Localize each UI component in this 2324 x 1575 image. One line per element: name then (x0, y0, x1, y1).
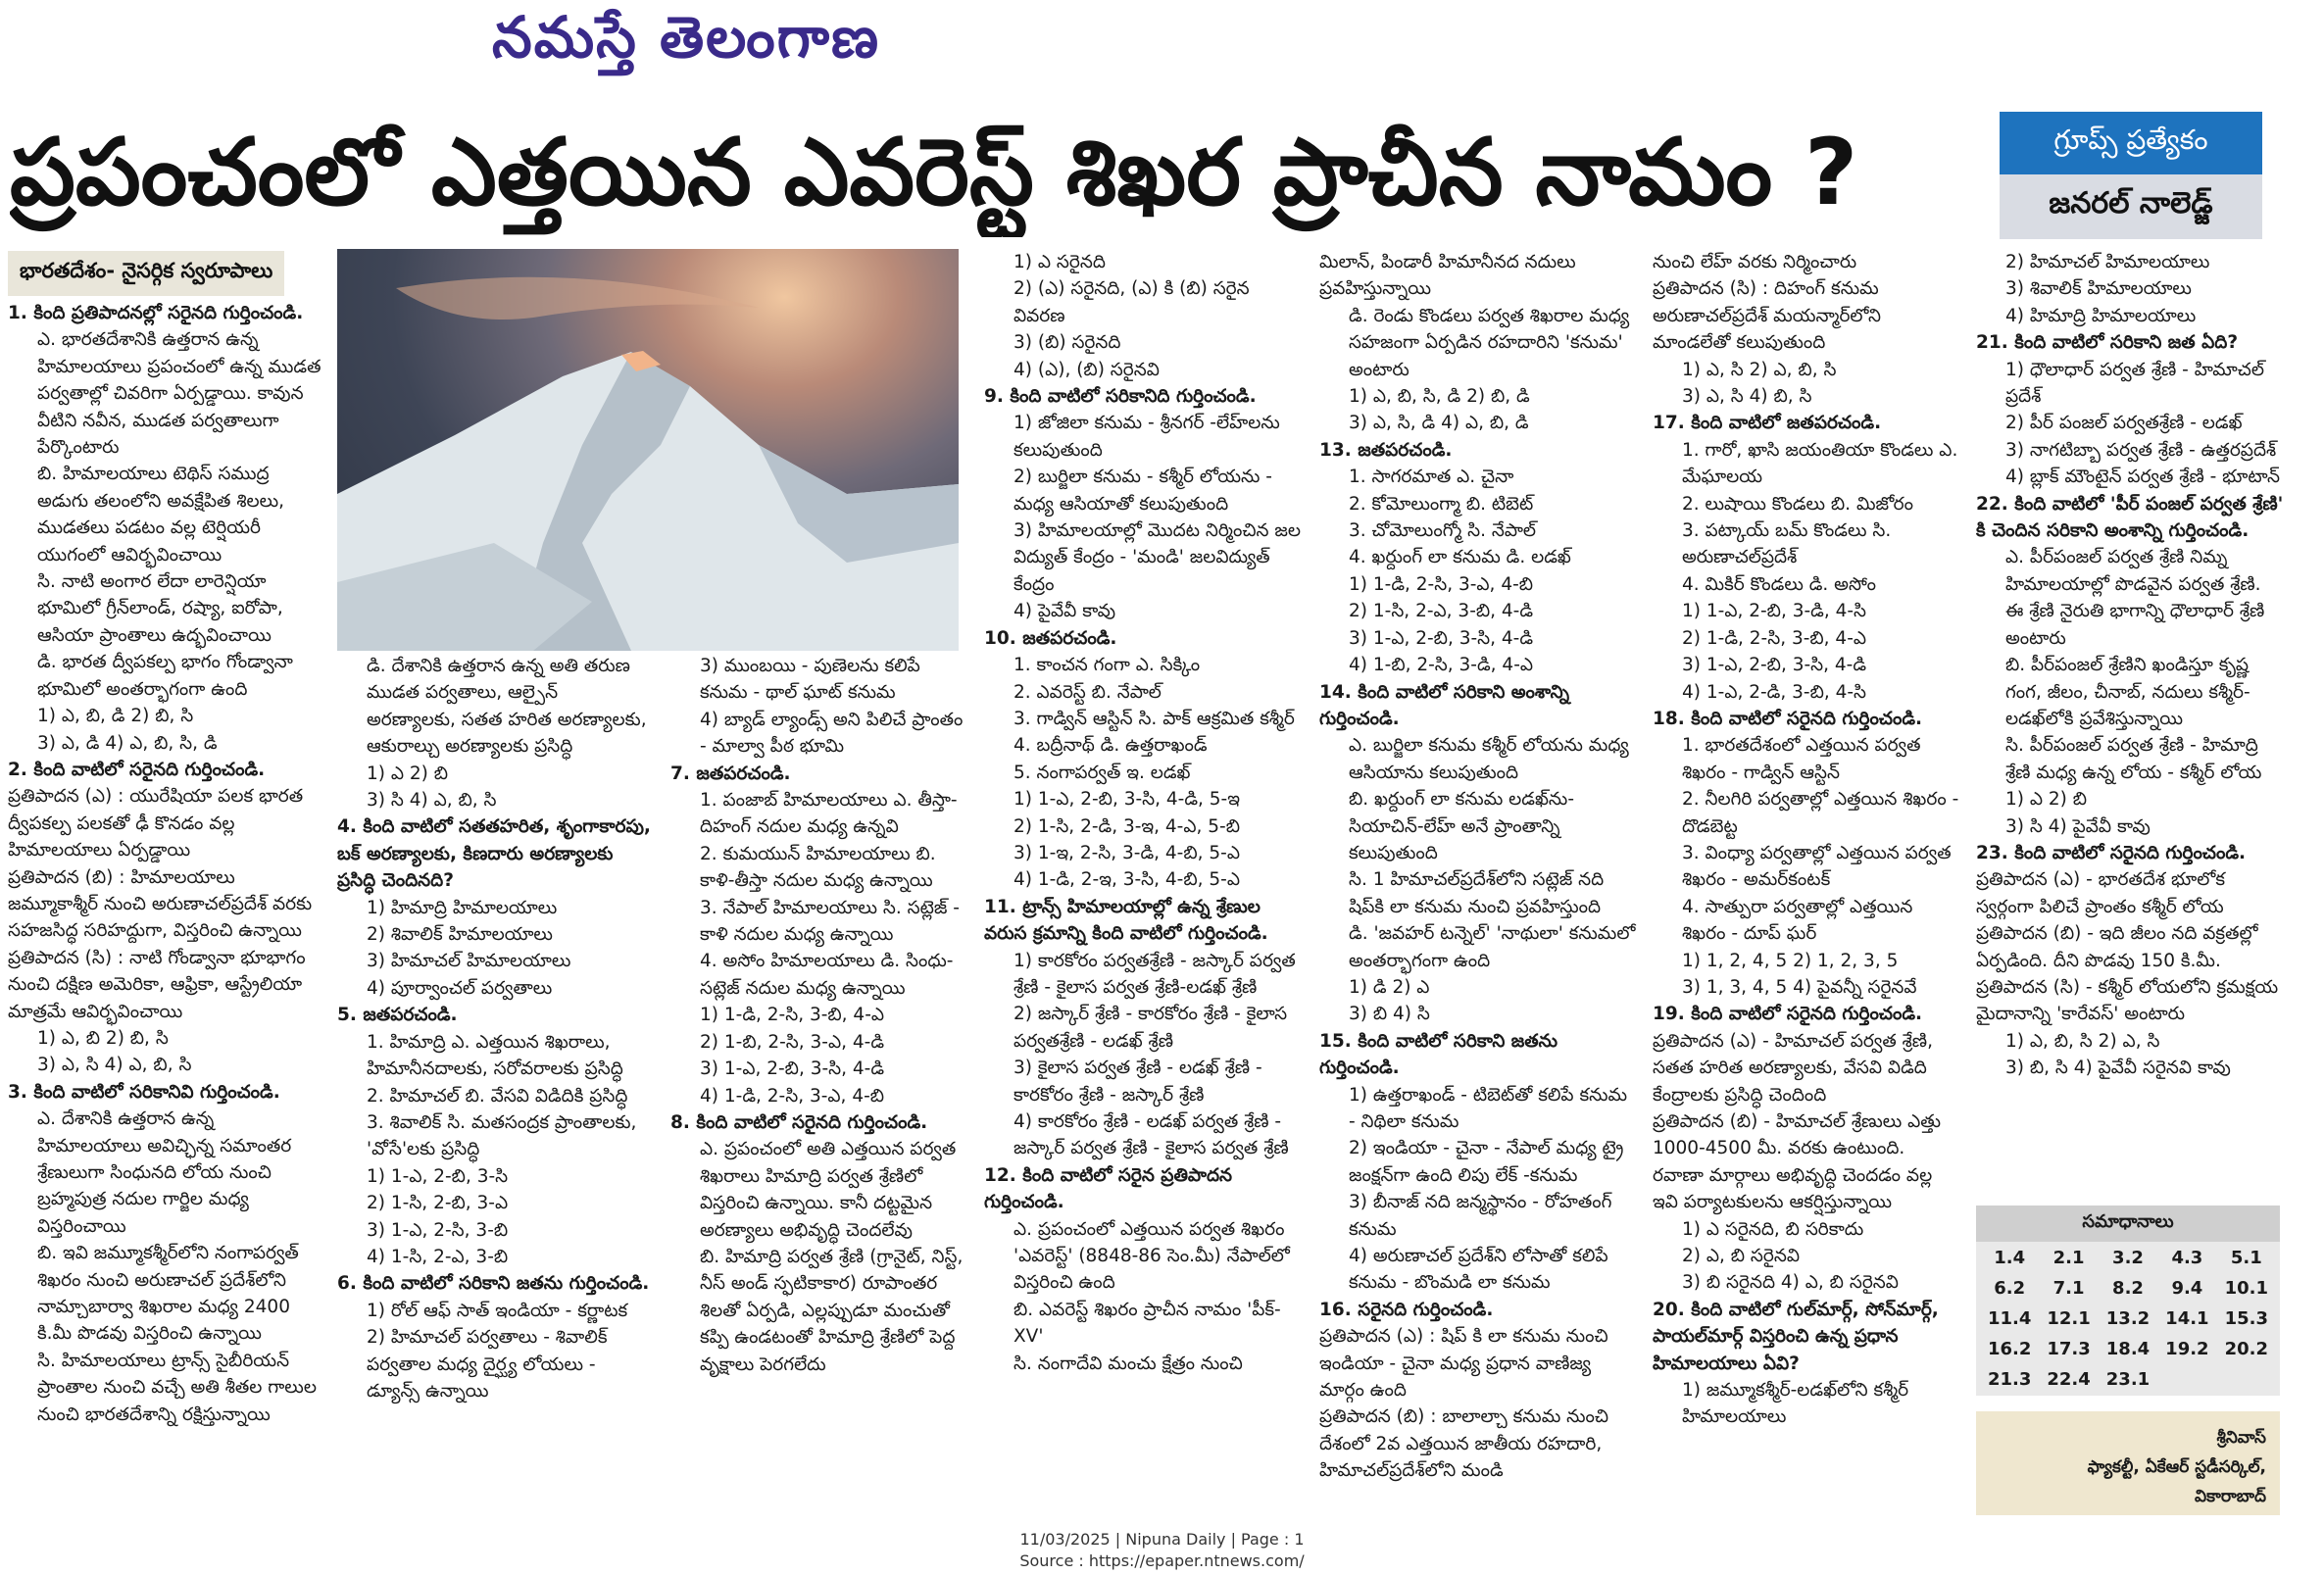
question-line: 4) హిమాద్రి హిమాలయాలు (2005, 305, 2197, 326)
question-line: 2. ఎవరెస్ట్ బి. నేపాల్ (1014, 681, 1162, 703)
question-line: 1) డి 2) ఎ (1349, 976, 1430, 998)
author-name: శ్రీనివాస్ (2216, 1428, 2266, 1448)
question-line: 2) హిమాచల్ హిమాలయాలు (2005, 252, 2210, 272)
question-line: 1) ఎ 2) బి (367, 763, 449, 784)
question-line: 3) సి 4) పైవేవీ కావు (2005, 815, 2151, 837)
question-text: 12. కింది వాటిలో సరైన ప్రతిపాదన గుర్తించండి. (984, 1164, 1233, 1213)
footer-source-line: Source : https://epaper.ntnews.com/ (1019, 1551, 1305, 1570)
masthead: నమస్తే తెలంగాణ (492, 4, 880, 71)
question-line: 1. కాంచన గంగా ఎ. సిక్కిం (1014, 655, 1201, 676)
question-line: 3) 1-ఇ, 2-సి, 3-డి, 4-బి, 5-ఎ (1014, 842, 1240, 863)
question-line: సి. పీర్‌పంజల్ పర్వత శ్రేణి - హిమాద్రి శ్రేణి మధ్య ఉన్న లోయ - కశ్మీర్ లోయ (2005, 735, 2262, 783)
question-line: 4) బ్యాడ్ ల్యాండ్స్ అని పిలిచే ప్రాంతం - మాల్వా పీఠ భూమి (700, 709, 964, 758)
question-line: 3) 1, 3, 4, 5 4) పైవన్నీ సరైనవే (1682, 976, 1917, 998)
column-7 (1976, 249, 2284, 1194)
question-line: 2) 1-డి, 2-సి, 3-బి, 4-ఎ (1682, 627, 1867, 649)
question-line: 1) ఎ, బి, డి 2) బి, సి (37, 706, 194, 727)
question-line: 4) అరుణాచల్ ప్రదేశ్‌ని లోసాతో కలిపే కనుమ - బొంమడి లా కనుమ (1349, 1246, 1608, 1294)
question-line: 1) 1, 2, 4, 5 2) 1, 2, 3, 5 (1682, 950, 1899, 971)
question-line: 3) ఎ, సి 4) బి, సి (1682, 386, 1812, 408)
question-text: 9. కింది వాటిలో సరికానిది గుర్తించండి. (984, 386, 1257, 408)
question-line: 3) హిమాలయాల్లో మొదట నిర్మించిన జల విద్యుత్ కేంద్రం - 'మండి' జలవిద్యుత్ కేంద్రం (1014, 520, 1302, 595)
column-4 (984, 249, 1304, 1515)
question-line: బి. హిమాలయాలు టెథిస్ సముద్ర అడుగు తలంలోని అవక్షేపిత శిలలు, ముడతలు పడటం వల్ల టెర్షియరీ యుగంలో ఆవిర్భవించాయి (37, 464, 285, 566)
question-text: 7. జతపరచండి. (670, 763, 791, 784)
question-line: బి. ఎవరెస్ట్ శిఖరం ప్రాచీన నామం 'పీక్-XV' (1014, 1299, 1281, 1348)
question-text: 1. కింది ప్రతిపాదనల్లో సరైనది గుర్తించండి. (8, 303, 304, 323)
author-location: వికారాబాద్ (2195, 1487, 2266, 1506)
question-line: ప్రతిపాదన (సి) : దిహంగ్ కనుమ అరుణాచల్‌ప్రదేశ్ మయన్మార్‌లోని మాండలేతో కలుపుతుంది (1653, 278, 1881, 354)
question-line: 3. నేపాల్ హిమాలయాలు సి. సట్లెజ్ - కాళి నదుల మధ్య ఉన్నాయి (700, 897, 960, 946)
question-line: 1) ఎ, బి, సి 2) ఎ, సి (2005, 1030, 2160, 1052)
question-line: 3) శివాలిక్ హిమాలయాలు (2005, 278, 2192, 300)
question-line: డి. భారత ద్వీపకల్ప భాగం గోండ్వానా భూమిలో అంతర్భాగంగా ఉంది (37, 652, 293, 700)
question-line: 2) 1-సి, 2-ఎ, 3-బి, 4-డి (1349, 601, 1534, 622)
question-line: 2) హిమాచల్ పర్వతాలు - శివాలిక్ పర్వతాల మధ్య దైర్ఘ్య లోయలు - డ్యూన్స్ ఉన్నాయి (367, 1327, 608, 1402)
answers-title: సమాధానాలు (1976, 1206, 2280, 1242)
question-line: 1) జోజిలా కనుమ - శ్రీనగర్ -లేహ్‌లను కలుపుతుంది (1014, 413, 1280, 461)
question-line: 4) (ఎ), (బి) సరైనవి (1014, 359, 1160, 380)
author-credit (1976, 1411, 2280, 1515)
question-line: 4) కారకోరం శ్రేణి - లడఖ్ పర్వత శ్రేణి - జస్కార్ పర్వత శ్రేణి - కైలాస పర్వత శ్రేణి (1014, 1111, 1289, 1159)
question-line: ఎ. పీర్‌పంజల్ పర్వత శ్రేణి నిమ్న హిమాలయాల్లో పొడవైన పర్వత శ్రేణి. ఈ శ్రేణి నైరుతి భాగాన్ని ధౌలాధార్ శ్రేణి అంటారు (2005, 547, 2265, 649)
question-line: డి. దేశానికి ఉత్తరాన ఉన్న అతి తరుణ ముడత పర్వతాలు, ఆల్పైన్ అరణ్యాలకు, సతత హరిత అరణ్యాలకు, ఆకురాల్చు అరణ్యాలకు ప్రసిద్ధి (367, 656, 647, 758)
question-text: 16. సరైనది గుర్తించండి. (1319, 1299, 1494, 1320)
question-line: సి. నంగాదేవి మంచు క్షేత్రం నుంచి (1014, 1353, 1243, 1374)
question-line: 3) ఎ, సి, డి 4) ఎ, బి, డి (1349, 413, 1529, 434)
question-line: ప్రతిపాదన (సి) - కశ్మీర్ లోయలోని క్రమక్షయ మైదానాన్ని 'కారేవస్' అంటారు (1976, 976, 2279, 1025)
question-line: 3. వింధ్యా పర్వతాల్లో ఎత్తయిన పర్వత శిఖరం - అమర్‌కంటక్ (1682, 842, 1952, 891)
answer-item: 22.4 (2047, 1369, 2091, 1390)
answer-item: 7.1 (2052, 1278, 2085, 1299)
question-line: 3) 1-ఎ, 2-బి, 3-సి, 4-డి (1682, 655, 1867, 676)
answers-box (1976, 1206, 2280, 1396)
question-line: 1) హిమాద్రి హిమాలయాలు (367, 897, 558, 918)
question-line: 3) ముంబయి - పుణెలను కలిపే కనుమ - థాల్ ఘాట్ కనుమ (700, 656, 920, 704)
question-line: ఎ. ప్రపంచంలో ఎత్తయిన పర్వత శిఖరం 'ఎవరెస్ట్' (8848-86 సెం.మీ) నేపాల్‌లో విస్తరించి ఉంది (1014, 1218, 1290, 1294)
column-3 (670, 653, 964, 1515)
question-text: 4. కింది వాటిలో సతతహరిత, శృంగాకారపు, బక్ అరణ్యాలకు, కిణదారు అరణ్యాలకు ప్రసిద్ధి చెందినది? (337, 816, 651, 892)
question-text: 3. కింది వాటిలో సరికానివి గుర్తించండి. (8, 1081, 280, 1103)
column-6 (1653, 249, 1960, 1515)
answer-item: 13.2 (2105, 1308, 2151, 1329)
answer-item: 20.2 (2224, 1339, 2268, 1359)
question-line: 1) కారకోరం పర్వతశ్రేణి - జస్కార్ పర్వత శ్రేణి - కైలాస పర్వత శ్రేణి-లడఖ్ శ్రేణి (1014, 950, 1296, 998)
question-line: 1. భారతదేశంలో ఎత్తయిన పర్వత శిఖరం - గాడ్విన్ ఆస్టిన్ (1682, 735, 1921, 783)
question-line: 3) 1-ఎ, 2-బి, 3-సి, 4-డి (700, 1058, 885, 1080)
answer-item: 3.2 (2112, 1248, 2144, 1268)
answer-item: 12.1 (2047, 1308, 2091, 1329)
question-line: సి. హిమాలయాలు ట్రాన్స్ సైబీరియన్ ప్రాంతాల నుంచి వచ్చే అతి శీతల గాలుల నుంచి భారతదేశాన్ని రక్షిస్తున్నాయి (37, 1350, 317, 1425)
question-line: 4) పైవేవీ కావు (1014, 601, 1116, 622)
question-line: 4. ఖర్దుంగ్ లా కనుమ డి. లడఖ్ (1349, 547, 1571, 568)
question-line: 3) బి 4) సి (1349, 1004, 1430, 1025)
question-line: 4) బ్లాక్ మౌంటైన్ పర్వత శ్రేణి - భూటాన్ (2005, 467, 2280, 488)
answer-item: 2.1 (2052, 1248, 2085, 1268)
question-line: 4. అసోం హిమాలయాలు డి. సింధు-సట్లెజ్ నదుల మధ్య ఉన్నాయి (700, 951, 954, 999)
question-line: బి. ఇవి జమ్మూకశ్మీర్‌లోని నంగాపర్వత్ శిఖరం నుంచి అరుణాచల్ ప్రదేశ్‌లోని నామ్చాబార్వా శిఖరాల మధ్య 2400 కి.మీ పొడవు విస్తరించి ఉన్నాయి (37, 1243, 299, 1345)
question-line: 2. నీలగిరి పర్వతాల్లో ఎత్తయిన శిఖరం - దొడబెట్ట (1682, 789, 1959, 837)
question-line: ఎ. ప్రపంచంలో అతి ఎత్తయిన పర్వత శిఖరాలు హిమాద్రి పర్వత శ్రేణిలో విస్తరించి ఉన్నాయి. కానీ దట్టమైన అరణ్యాలు అభివృద్ధి చెందలేవు (700, 1139, 957, 1241)
question-line: 2) శివాలిక్ హిమాలయాలు (367, 924, 553, 946)
question-line: 2) ఇండియా - చైనా - నేపాల్ మధ్య ట్రై జంక్షన్‌గా ఉంది లిపు లేక్ -కనుమ (1349, 1138, 1624, 1186)
answer-item: 14.1 (2165, 1308, 2209, 1329)
question-line: 1. సాగరమాత ఎ. చైనా (1349, 467, 1514, 488)
answer-item: 15.3 (2224, 1308, 2268, 1329)
question-line: 4) 1-డి, 2-ఇ, 3-సి, 4-బి, 5-ఎ (1014, 869, 1240, 891)
question-line: 4) 1-బి, 2-సి, 3-డి, 4-ఎ (1349, 655, 1534, 676)
question-text: 20. కింది వాటిలో గుల్‌మార్గ్, సోన్‌మార్గ్, పాయల్‌మార్గ్ విస్తరించి ఉన్న ప్రధాన హిమాలయాలు ఏవి? (1653, 1299, 1939, 1374)
question-line: 1) ఎ, బి, సి, డి 2) బి, డి (1349, 386, 1530, 408)
question-line: 2. లుషాయి కొండలు బి. మిజోరం (1682, 493, 1913, 515)
question-line: 1. గారో, ఖాసి జయంతియా కొండలు ఎ. మేఘాలయ (1682, 439, 1958, 488)
question-line: ఎ. దేశానికి ఉత్తరాన ఉన్న హిమాలయాలు అవిచ్ఛిన్న సమాంతర శ్రేణులుగా సింధునది లోయ నుంచి బ్రహ్మపుత్ర నదుల గార్జిల మధ్య విస్తరించాయి (37, 1108, 292, 1237)
answer-item: 9.4 (2171, 1278, 2203, 1299)
question-text: 8. కింది వాటిలో సరైనది గుర్తించండి. (670, 1111, 928, 1133)
column-2 (337, 653, 651, 1515)
question-line: ప్రతిపాదన (బి) - ఇది జీలం నది వక్రతల్లో ఏర్పడింది. దీని పొడవు 150 కి.మీ. (1976, 923, 2258, 971)
question-text: 2. కింది వాటిలో సరైనది గుర్తించండి. (8, 759, 266, 780)
question-line: 1) 1-డి, 2-సి, 3-ఎ, 4-బి (1349, 573, 1534, 595)
question-line: డి. 'జవహర్ టన్నెల్' 'నాథులా' కనుమలో అంతర్భాగంగా ఉంది (1349, 923, 1636, 971)
question-line: మిలాన్, పిండారీ హిమానీనద నదులు ప్రవహిస్తున్నాయి (1319, 252, 1576, 300)
question-line: 3) బి, సి 4) పైవేవీ సరైనవి కావు (2005, 1058, 2231, 1079)
question-line: 1) ఉత్తరాఖండ్ - టిబెట్‌తో కలిపే కనుమ - నిథిలా కనుమ (1349, 1084, 1628, 1132)
question-text: 13. జతపరచండి. (1319, 439, 1453, 461)
question-line: 3) 1-ఎ, 2-సి, 3-బి (367, 1219, 509, 1241)
question-line: 3. శివాలిక్ సి. మతసంద్రక ప్రాంతాలకు, 'వోసే'లకు ప్రసిద్ధి (367, 1111, 637, 1160)
question-line: 2. కోమోలుంగ్మా బి. టిబెట్ (1349, 493, 1534, 515)
answer-item: 11.4 (1987, 1308, 2032, 1329)
question-text: 19. కింది వాటిలో సరైనది గుర్తించండి. (1653, 1004, 1923, 1025)
question-line: బి. ఖర్దుంగ్ లా కనుమ లడఖ్‌ను-సియాచిన్-లేహ్ అనే ప్రాంతాన్ని కలుపుతుంది (1349, 789, 1574, 863)
question-line: 2) పీర్ పంజల్ పర్వతశ్రేణి - లడఖ్ (2005, 413, 2243, 434)
question-text: 6. కింది వాటిలో సరికాని జతను గుర్తించండి. (337, 1273, 650, 1295)
answer-item: 8.2 (2112, 1278, 2144, 1299)
answer-item: 16.2 (1987, 1339, 2032, 1359)
question-line: 1) ఎ, బి 2) బి, సి (37, 1027, 169, 1049)
question-line: 1) ఎ, సి 2) ఎ, బి, సి (1682, 359, 1837, 380)
question-line: 4. బద్రీనాథ్ డి. ఉత్తరాఖండ్ (1014, 735, 1208, 757)
question-line: ప్రతిపాదన (బి) : బాలాల్చా కనుమ నుంచి దేశంలో 2వ ఎత్తయిన జాతీయ రహదారి, హిమాచల్‌ప్రదేశ్‌లోని మండి (1319, 1406, 1609, 1482)
question-line: ప్రతిపాదన (ఎ) - భారతదేశ భూలోక స్వర్గంగా పిలిచే ప్రాంతం కశ్మీర్ లోయ (1976, 869, 2225, 917)
question-line: ప్రతిపాదన (బి) : హిమాలయాలు జమ్మూకాశ్మీర్ నుంచి అరుణాచల్‌ప్రదేశ్ వరకు సహజసిద్ధ సరిహద్దుగా, విస్తరించి ఉన్నాయి (8, 866, 313, 942)
question-line: బి. హిమాద్రి పర్వత శ్రేణి (గ్రానైట్, నిస్ట్, నీస్ అండ్ స్ఫటికాకార) రూపాంతర శిలతో ఏర్పడి, ఎల్లప్పుడూ మంచుతో కప్పి ఉండటంతో హిమాద్రి శ్రేణిలో పెద్ద వృక్షాలు పెరగలేదు (700, 1246, 964, 1375)
headline: ప్రపంచంలో ఎత్తయిన ఎవరెస్ట్ శిఖర ప్రాచీన నామం ? (10, 120, 1858, 226)
question-line: 4. మికిర్ కొండలు డి. అసోం (1682, 573, 1876, 595)
question-text: 5. జతపరచండి. (337, 1005, 458, 1026)
question-line: 3) కైలాస పర్వత శ్రేణి - లడఖ్ శ్రేణి - కారకోరం శ్రేణి - జస్కార్ శ్రేణి (1014, 1058, 1262, 1106)
question-line: 3. చోమోలుంగ్మో సి. నేపాల్ (1349, 520, 1537, 542)
topic-heading: భారతదేశం- నైసర్గిక స్వరూపాలు (8, 251, 284, 296)
everest-photo (337, 249, 959, 651)
question-text: 15. కింది వాటిలో సరికాని జతను గుర్తించండి. (1319, 1030, 1558, 1079)
author-affiliation: ఫ్యాకల్టీ, ఏకేఆర్ స్టడీసర్కిల్, (2087, 1457, 2266, 1477)
question-line: ఎ. భారతదేశానికి ఉత్తరాన ఉన్న హిమాలయాలు ప్రపంచంలో ఉన్న ముడత పర్వతాల్లో చివరిగా ఏర్పడ్డాయి. కావున వీటిని నవీన, ముడత పర్వతాలుగా పేర్కొంటారు (37, 329, 321, 459)
question-line: 2) (ఎ) సరైనది, (ఎ) కి (బి) సరైన వివరణ (1014, 278, 1250, 326)
question-line: సి. నాటి అంగార లేదా లారెన్షియా భూమిలో గ్రీన్‌లాండ్, రష్యా, ఐరోపా, ఆసియా ప్రాంతాలు ఉద్భవించాయి (37, 571, 283, 646)
question-text: 21. కింది వాటిలో సరికాని జత ఏది? (1976, 332, 2239, 354)
section-tag-gk: జనరల్ నాలెడ్జ్ (2000, 174, 2262, 239)
question-line: 2) 1-బి, 2-సి, 3-ఎ, 4-డి (700, 1031, 885, 1053)
question-line: 3) సి 4) ఎ, బి, సి (367, 790, 497, 812)
question-line: 4) 1-ఎ, 2-డి, 3-బి, 4-సి (1682, 681, 1867, 703)
answer-item: 5.1 (2230, 1248, 2262, 1268)
question-line: సి. 1 హిమాచల్‌ప్రదేశ్‌లోని సట్లెజ్ నది షిప్‌కి లా కనుమ నుంచి ప్రవహిస్తుంది (1349, 869, 1605, 917)
question-line: 1. పంజాబ్ హిమాలయాలు ఎ. తీస్తా-దిహంగ్ నదుల మధ్య ఉన్నవి (700, 790, 958, 838)
question-line: 3) బీనాజ్ నది జన్మస్థానం - రోహతంగ్ కనుమ (1349, 1192, 1612, 1240)
question-line: 3) నాగటిబ్బా పర్వత శ్రేణి - ఉత్తరప్రదేశ్ (2005, 439, 2277, 461)
section-tag-groups: గ్రూప్స్ ప్రత్యేకం (2000, 112, 2262, 174)
question-line: 2) 1-సి, 2-బి, 3-ఎ (367, 1193, 509, 1214)
question-line: 1) 1-ఎ, 2-బి, 3-డి, 4-సి (1682, 601, 1867, 622)
question-line: 3) బి సరైనది 4) ఎ, బి సరైనవి (1682, 1272, 1899, 1294)
answer-item: 18.4 (2105, 1339, 2151, 1359)
question-line: 3. పట్కాయ్ బమ్ కొండలు సి. అరుణాచల్‌ప్రదేశ్ (1682, 520, 1892, 568)
column-1 (8, 300, 321, 1515)
question-line: 3) (బి) సరైనది (1014, 332, 1121, 354)
question-text: 18. కింది వాటిలో సరైనది గుర్తించండి. (1653, 708, 1923, 729)
question-line: 2. కుమయున్ హిమాలయాలు బి. కాళి-తీస్తా నదుల మధ్య ఉన్నాయి (700, 843, 936, 892)
question-line: ప్రతిపాదన (సి) : నాటి గోండ్వానా భూభాగం నుంచి దక్షిణ అమెరికా, ఆఫ్రికా, ఆస్ట్రేలియా మాత్రమే ఆవిర్భవించాయి (8, 947, 306, 1022)
answers-grid (1976, 1242, 2280, 1396)
question-line: ప్రతిపాదన (ఎ) : యురేషియా పలక భారత ద్వీపకల్ప పలకతో ఢీ కొనడం వల్ల హిమాలయాలు ఏర్పడ్డాయి (8, 786, 304, 861)
page-footer (0, 1529, 2324, 1572)
question-line: 1. హిమాద్రి ఎ. ఎత్తయిన శిఖరాలు, హిమానీనదాలకు, సరోవరాలకు ప్రసిద్ధి (367, 1031, 623, 1080)
question-line: 1) ఎ 2) బి (2005, 789, 2088, 811)
question-line: ప్రతిపాదన (ఎ) - హిమాచల్ పర్వత శ్రేణి, సతత హరిత అరణ్యాలకు, వేసవి విడిది కేంద్రాలకు ప్రసిద్ధి చెందింది (1653, 1030, 1933, 1106)
question-line: 2) బుర్జిలా కనుమ - కశ్మీర్ లోయను - మధ్య ఆసియాతో కలుపుతుంది (1014, 467, 1272, 515)
question-line: 4) 1-సి, 2-ఎ, 3-బి (367, 1246, 509, 1267)
question-line: 1) 1-ఎ, 2-బి, 3-సి, 4-డి, 5-ఇ (1014, 789, 1240, 811)
answer-item: 23.1 (2105, 1369, 2151, 1390)
question-line: 1) 1-డి, 2-సి, 3-బి, 4-ఎ (700, 1005, 885, 1026)
question-line: 3) ఎ, డి 4) ఎ, బి, సి, డి (37, 732, 218, 754)
footer-date-line: 11/03/2025 | Nipuna Daily | Page : 1 (1019, 1530, 1305, 1549)
answer-item: 17.3 (2047, 1339, 2091, 1359)
question-line: 3) 1-ఎ, 2-బి, 3-సి, 4-డి (1349, 627, 1534, 649)
question-line: 2. హిమాచల్ బి. వేసవి విడిదికి ప్రసిద్ధి (367, 1085, 628, 1107)
answer-item: 19.2 (2165, 1339, 2209, 1359)
question-line: 4) 1-డి, 2-సి, 3-ఎ, 4-బి (700, 1085, 885, 1107)
question-line: 3. గాడ్విన్ ఆస్టిన్ సి. పాక్ ఆక్రమిత కశ్మీర్ (1014, 708, 1295, 729)
section-tag (2000, 112, 2262, 239)
question-line: ప్రతిపాదన (ఎ) : షిప్ కి లా కనుమ నుంచి ఇండియా - చైనా మధ్య ప్రధాన వాణిజ్య మార్గం ఉంది (1319, 1326, 1608, 1402)
question-line: 2) ఎ, బి సరైనవి (1682, 1246, 1801, 1267)
question-text: 22. కింది వాటిలో 'పీర్ పంజల్ పర్వత శ్రేణి' కి చెందిన సరికాని అంశాన్ని గుర్తించండి. (1976, 493, 2284, 542)
question-line: డి. రెండు కొండలు పర్వత శిఖరాల మధ్య సహజంగా ఏర్పడిన రహదారిని 'కనుమ' అంటారు (1349, 305, 1630, 380)
answer-item: 6.2 (1994, 1278, 2026, 1299)
question-line: 5. నంగాపర్వత్ ఇ. లడఖ్ (1014, 762, 1191, 783)
answer-item: 1.4 (1994, 1248, 2026, 1268)
question-line: 3) హిమాచల్ హిమాలయాలు (367, 951, 571, 972)
question-line: 1) ఎ సరైనది, బి సరికాదు (1682, 1218, 1864, 1240)
question-line: 1) రోల్ ఆఫ్ సాత్ ఇండియా - కర్ణాటక (367, 1300, 628, 1321)
question-line: 4. సాత్పురా పర్వతాల్లో ఎత్తయిన శిఖరం - దూప్ ఘర్ (1682, 896, 1913, 945)
question-text: 10. జతపరచండి. (984, 627, 1117, 649)
question-text: 14. కింది వాటిలో సరికాని అంశాన్ని గుర్తించండి. (1319, 681, 1569, 729)
answer-item: 4.3 (2171, 1248, 2203, 1268)
question-text: 17. కింది వాటిలో జతపరచండి. (1653, 413, 1882, 434)
question-line: ప్రతిపాదన (బి) - హిమాచల్ శ్రేణులు ఎత్తు 1000-4500 మీ. వరకు ఉంటుంది. రవాణా మార్గాలు అభివృద్ధి చెందడం వల్ల ఇవి పర్యాటకులను ఆకర్షిస్తున్నాయి (1653, 1111, 1942, 1213)
question-line: 4) పూర్వాంచల్ పర్వతాలు (367, 977, 553, 999)
question-line: నుంచి లేహ్ వరకు నిర్మించారు (1653, 252, 1857, 272)
question-line: 3) ఎ, సి 4) ఎ, బి, సి (37, 1055, 192, 1076)
question-line: బి. పీర్‌పంజల్ శ్రేణిని ఖండిస్తూ కృష్ణ గంగ, జీలం, చీనాబ్, నదులు కశ్మీర్-లడఖ్‌లోకి ప్రవేశిస్తున్నాయి (2005, 655, 2250, 729)
question-text: 23. కింది వాటిలో సరైనది గుర్తించండి. (1976, 842, 2247, 863)
answer-item: 10.1 (2224, 1278, 2268, 1299)
column-5 (1319, 249, 1639, 1515)
question-line: 2) జస్కార్ శ్రేణి - కారకోరం శ్రేణి - కైలాస పర్వతశ్రేణి - లడఖ్ శ్రేణి (1014, 1004, 1288, 1052)
question-line: ఎ. బుర్జిలా కనుమ కశ్మీర్ లోయను మధ్య ఆసియాను కలుపుతుంది (1349, 735, 1629, 783)
question-text: 11. ట్రాన్స్ హిమాలయాల్లో ఉన్న శ్రేణుల వరుస క్రమాన్ని కింది వాటిలో గుర్తించండి. (984, 896, 1268, 945)
question-line: 1) ఎ సరైనది (1014, 252, 1106, 272)
question-line: 2) 1-సి, 2-డి, 3-ఇ, 4-ఎ, 5-బి (1014, 815, 1240, 837)
question-line: 1) జమ్మూకశ్మీర్-లడఖ్‌లోని కశ్మీర్ హిమాలయాలు (1682, 1380, 1909, 1428)
question-line: 1) 1-ఎ, 2-బి, 3-సి (367, 1165, 509, 1187)
answer-item: 21.3 (1987, 1369, 2032, 1390)
question-line: 1) ధౌలాధార్ పర్వత శ్రేణి - హిమాచల్ ప్రదేశ్ (2005, 359, 2264, 408)
